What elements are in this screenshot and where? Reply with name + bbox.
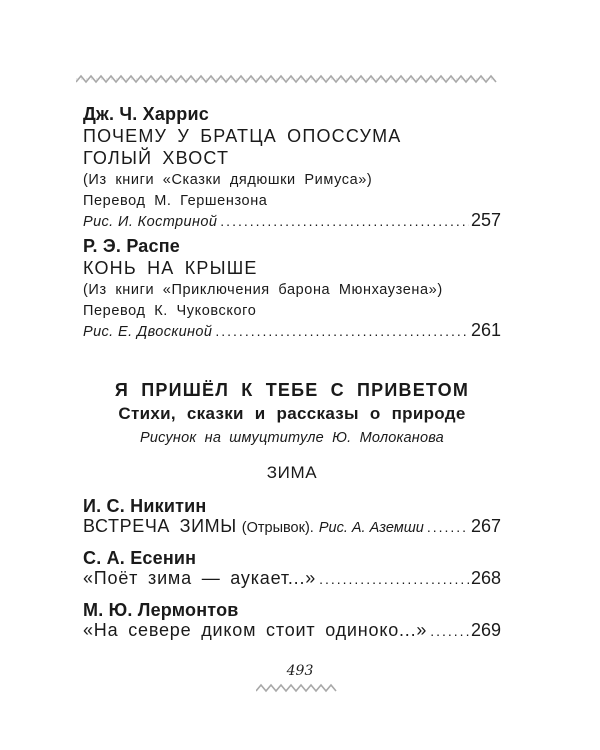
dot-leader	[427, 519, 469, 535]
entry-source: (Из книги «Приключения барона Мюнхаузена»)	[83, 282, 443, 298]
entry-title-line: ГОЛЫЙ ХВОСТ	[83, 148, 230, 168]
entry-source: (Из книги «Сказки дядюшки Римуса»)	[83, 172, 373, 188]
entry-title-group	[83, 516, 424, 537]
entry-title-line: КОНЬ НА КРЫШЕ	[83, 258, 258, 278]
dot-leader	[220, 213, 469, 229]
toc-row[interactable]	[83, 516, 501, 537]
section-subtitle: Стихи, сказки и рассказы о природе	[118, 404, 466, 423]
section-credit: Рисунок на шмуцтитуле Ю. Молоканова	[140, 430, 444, 446]
entry-illustrator: Рис. А. Аземши	[318, 520, 424, 536]
dot-leader	[319, 571, 469, 587]
entry-title: ВСТРЕЧА ЗИМЫ	[83, 516, 237, 536]
dot-leader	[215, 323, 469, 339]
page-number[interactable]: 261	[470, 320, 501, 340]
toc-row[interactable]	[83, 620, 501, 641]
toc-row[interactable]	[83, 320, 501, 341]
page-number[interactable]: 267	[470, 516, 501, 536]
page-number[interactable]: 257	[470, 210, 501, 230]
bottom-zigzag-ornament	[256, 683, 338, 693]
entry-title: «Поёт зима — аукает...»	[83, 568, 317, 588]
dot-leader	[430, 623, 469, 639]
entry-note: (Отрывок).	[241, 520, 314, 536]
entry-translation: Перевод М. Гершензона	[83, 193, 268, 209]
toc-row[interactable]	[83, 568, 501, 589]
season-heading: ЗИМА	[266, 463, 318, 482]
entry-author: С. А. Есенин	[83, 548, 197, 568]
top-zigzag-ornament	[76, 74, 500, 84]
entry-title: «На севере диком стоит одиноко...»	[83, 620, 428, 640]
entry-author: Дж. Ч. Харрис	[83, 104, 209, 124]
entry-illustrator: Рис. Е. Двоскиной	[83, 324, 213, 340]
toc-row[interactable]	[83, 210, 501, 231]
entry-illustrator: Рис. И. Костриной	[83, 214, 218, 230]
entry-author: М. Ю. Лермонтов	[83, 600, 239, 620]
page-number[interactable]: 268	[470, 568, 501, 588]
entry-author: И. С. Никитин	[83, 496, 207, 516]
section-title: Я ПРИШЁЛ К ТЕБЕ С ПРИВЕТОМ	[114, 380, 470, 400]
entry-title-line: ПОЧЕМУ У БРАТЦА ОПОССУМА	[83, 126, 402, 146]
folio-page-number: 493	[286, 663, 314, 679]
page-number[interactable]: 269	[470, 620, 501, 640]
entry-author: Р. Э. Распе	[83, 236, 180, 256]
entry-translation: Перевод К. Чуковского	[83, 303, 257, 319]
